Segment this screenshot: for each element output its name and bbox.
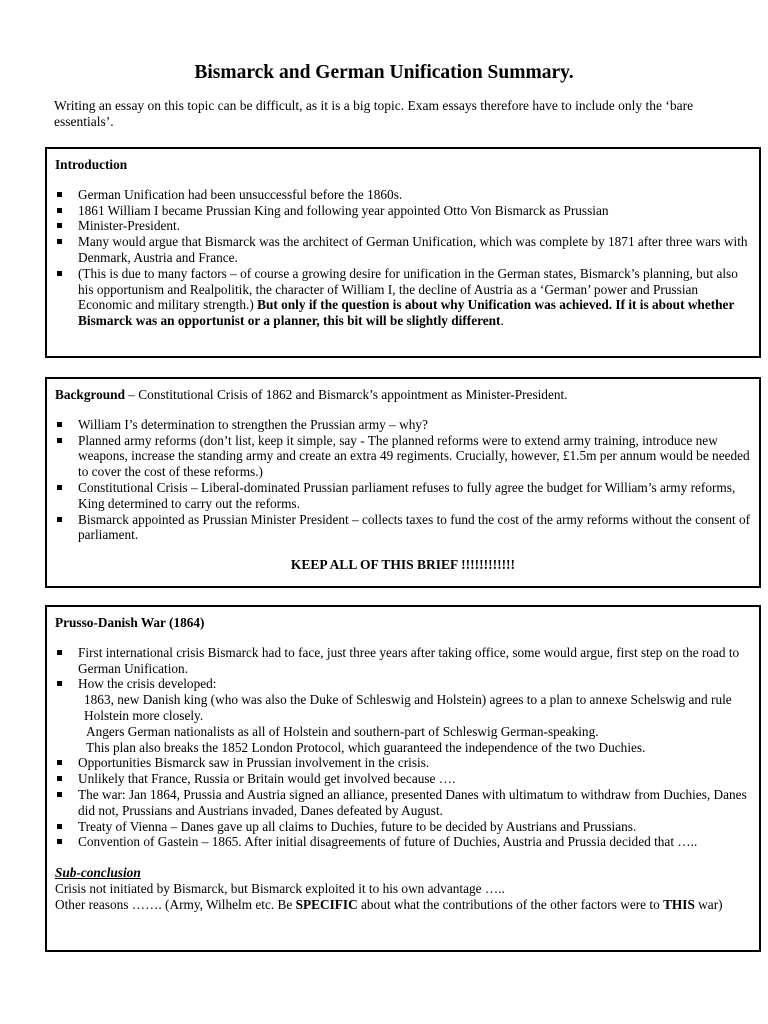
war-heading: Prusso-Danish War (1864) bbox=[55, 615, 205, 630]
sub-conclusion-line-2: Other reasons ……. (Army, Wilhelm etc. Be SPECIFIC about what the contributions of the other factors were to THIS war) bbox=[55, 896, 723, 912]
bullet-icon bbox=[57, 776, 62, 781]
war-list bbox=[55, 645, 751, 692]
background-box bbox=[45, 377, 761, 588]
bullet-icon bbox=[57, 208, 62, 213]
bullet-icon bbox=[57, 239, 62, 244]
sub-conclusion-heading: Sub-conclusion bbox=[55, 865, 141, 881]
bullet-icon bbox=[57, 681, 62, 686]
list-item: Unlikely that France, Russia or Britain would get involved because …. bbox=[55, 771, 751, 787]
bullet-icon bbox=[57, 422, 62, 427]
list-item: Planned army reforms (don’t list, keep it simple, say - The planned reforms were to extend army training, introduce new weapons, increase the standing army and create an extra 49 regiments. Crucially, however, £1.5m per annum would be needed to cover the cost of these reforms.) bbox=[55, 433, 751, 480]
introduction-box bbox=[45, 147, 761, 358]
bullet-icon bbox=[57, 271, 62, 276]
page-title: Bismarck and German Unification Summary. bbox=[194, 62, 574, 83]
list-item: First international crisis Bismarck had to face, just three years after taking office, some would argue, first step on the road to German Unification. bbox=[55, 645, 751, 677]
list-item: William I’s determination to strengthen the Prussian army – why? bbox=[55, 417, 751, 433]
bullet-icon bbox=[57, 839, 62, 844]
background-list bbox=[55, 417, 751, 543]
list-item: Treaty of Vienna – Danes gave up all claims to Duchies, future to be decided by Austrians and Prussians. bbox=[55, 819, 751, 835]
bullet-icon bbox=[57, 192, 62, 197]
keep-brief-note: KEEP ALL OF THIS BRIEF !!!!!!!!!!!! bbox=[290, 557, 516, 573]
crisis-detail-1: 1863, new Danish king (who was also the Duke of Schleswig and Holstein) agrees to a plan to annexe Schelswig and rule Holstein more closely. bbox=[84, 692, 732, 723]
prusso-danish-war-box bbox=[45, 605, 761, 952]
list-item: Many would argue that Bismarck was the architect of German Unification, which was complete by 1871 after three wars with Denmark, Austria and France. bbox=[55, 234, 751, 266]
crisis-detail-3: This plan also breaks the 1852 London Protocol, which guaranteed the independence of the two Duchies. bbox=[86, 739, 646, 755]
bullet-icon bbox=[57, 824, 62, 829]
war-list-continued bbox=[55, 755, 751, 850]
bullet-icon bbox=[57, 517, 62, 522]
introduction-list bbox=[55, 187, 751, 329]
list-item: How the crisis developed: bbox=[55, 676, 751, 692]
intro-paragraph: Writing an essay on this topic can be difficult, as it is a big topic. Exam essays therefore have to include only the ‘bare essentials’. bbox=[54, 98, 694, 129]
bullet-icon bbox=[57, 223, 62, 228]
list-item: Bismarck appointed as Prussian Minister President – collects taxes to fund the cost of the army reforms without the consent of parliament. bbox=[55, 512, 751, 544]
list-item: The war: Jan 1864, Prussia and Austria signed an alliance, presented Danes with ultimatum to withdraw from Duchies, Danes did not, Prussians and Austrians invaded, Danes defeated by August. bbox=[55, 787, 751, 819]
background-heading: Background – Constitutional Crisis of 1862 and Bismarck’s appointment as Minister-President. bbox=[55, 387, 568, 402]
bullet-icon bbox=[57, 438, 62, 443]
bullet-icon bbox=[57, 792, 62, 797]
bullet-icon bbox=[57, 760, 62, 765]
bullet-icon bbox=[57, 650, 62, 655]
crisis-detail-2: Angers German nationalists as all of Holstein and southern-part of Schleswig German-speaking. bbox=[86, 723, 599, 739]
sub-conclusion-line-1: Crisis not initiated by Bismarck, but Bismarck exploited it to his own advantage ….. bbox=[55, 880, 505, 896]
introduction-heading: Introduction bbox=[55, 157, 128, 172]
list-item: 1861 William I became Prussian King and following year appointed Otto Von Bismarck as Prussian bbox=[55, 203, 751, 219]
bullet-icon bbox=[57, 485, 62, 490]
list-item: German Unification had been unsuccessful before the 1860s. bbox=[55, 187, 751, 203]
list-item: Convention of Gastein – 1865. After initial disagreements of future of Duchies, Austria and Prussia decided that ….. bbox=[55, 834, 751, 850]
list-item: Minister-President. bbox=[55, 218, 751, 234]
list-item: Constitutional Crisis – Liberal-dominated Prussian parliament refuses to fully agree the budget for William’s army reforms, King determined to carry out the reforms. bbox=[55, 480, 751, 512]
list-item: Opportunities Bismarck saw in Prussian involvement in the crisis. bbox=[55, 755, 751, 771]
list-item: (This is due to many factors – of course a growing desire for unification in the German states, Bismarck’s planning, but also his opportunism and Realpolitik, the character of William I, the decline of Austria as a ‘German’ power and Prussian Economic and military strength.) But only if the question is about why Unification was achieved. If it is about whether Bismarck was an opportunist or a planner, this bit will be slightly different. bbox=[55, 266, 751, 329]
